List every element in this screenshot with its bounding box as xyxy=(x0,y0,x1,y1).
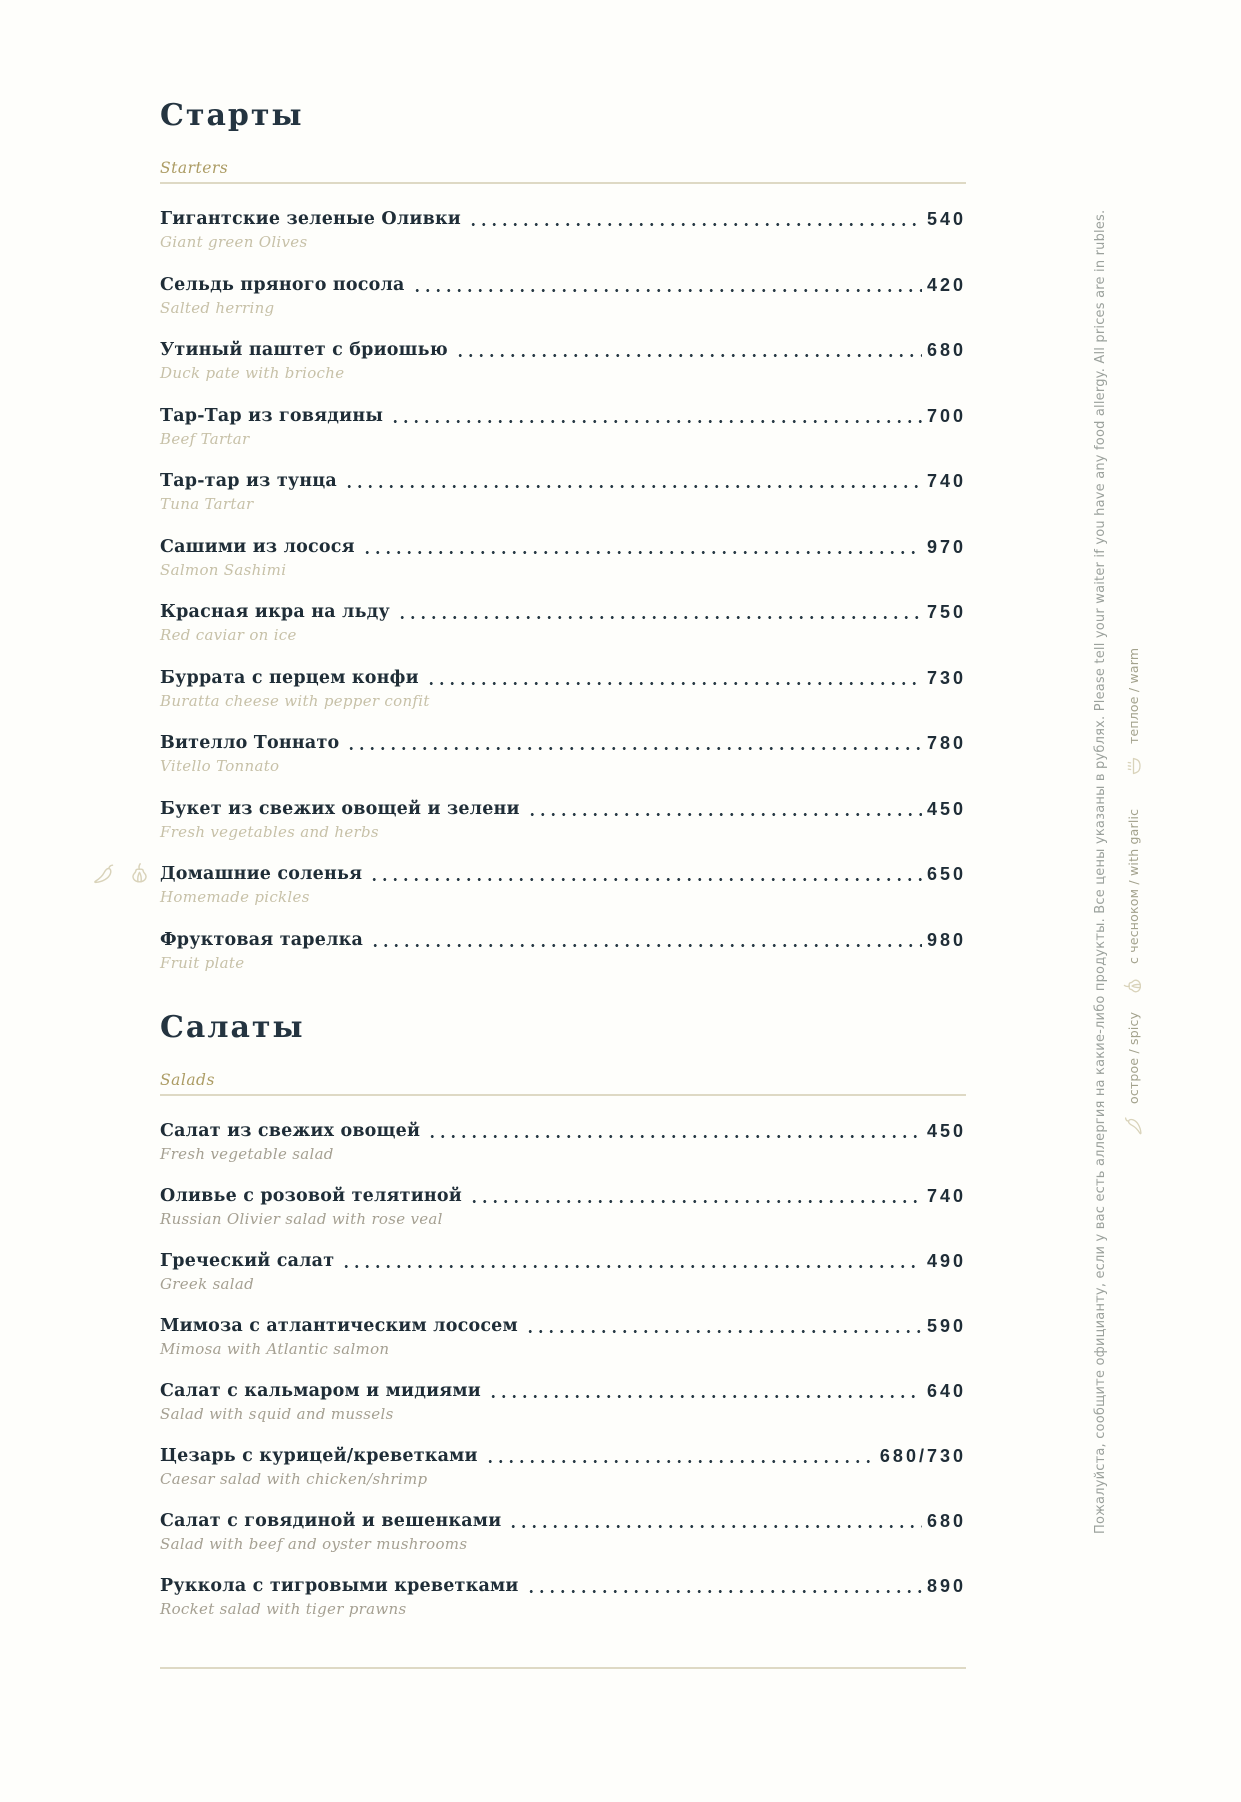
dish-price: 740 xyxy=(926,1186,966,1206)
menu-item-line xyxy=(160,536,966,558)
dish-name-ru: Сельдь пряного посола xyxy=(160,274,405,295)
dot-leader xyxy=(455,353,922,358)
dish-name-en: Salted herring xyxy=(160,298,275,317)
dish-price: 680 xyxy=(926,340,966,360)
dish-name-en: Fresh vegetable salad xyxy=(160,1145,334,1163)
dish-name-ru: Салат из свежих овощей xyxy=(160,1121,421,1141)
section-subtitle-salads: Salads xyxy=(160,1071,215,1089)
dish-price: 700 xyxy=(926,405,966,426)
dish-name-en: Rocket salad with tiger prawns xyxy=(160,1600,407,1618)
section-subtitle-starters: Starters xyxy=(160,159,229,177)
salads-list xyxy=(160,1120,966,1618)
dot-leader xyxy=(341,1264,922,1269)
menu-item xyxy=(160,929,966,972)
dot-leader xyxy=(525,1329,922,1334)
section-salads xyxy=(160,1006,966,1640)
dish-price: 420 xyxy=(926,274,966,295)
dish-name-ru: Гигантские зеленые Оливки xyxy=(160,209,461,229)
garlic-icon xyxy=(1121,974,1145,998)
dish-name-ru: Тар-Тар из говядины xyxy=(160,405,384,426)
dish-name-ru: Греческий салат xyxy=(160,1251,335,1271)
dish-name-en: Mimosa with Atlantic salmon xyxy=(160,1340,390,1358)
dot-leader xyxy=(397,615,922,620)
dot-leader xyxy=(390,419,922,424)
dot-leader xyxy=(488,1394,922,1399)
dish-name-en: Beef Tartar xyxy=(160,429,250,448)
menu-item xyxy=(160,1445,966,1488)
menu-item-line xyxy=(160,1575,966,1597)
menu-item-line xyxy=(160,1185,966,1207)
menu-item xyxy=(160,732,966,775)
dish-name-en: Salad with beef and oyster mushrooms xyxy=(160,1535,468,1553)
dot-leader xyxy=(346,746,922,751)
dish-price: 680 xyxy=(926,1511,966,1531)
dish-name-en: Caesar salad with chicken/shrimp xyxy=(160,1470,428,1488)
warm-dish-icon xyxy=(1121,754,1145,778)
menu-item xyxy=(160,863,966,906)
menu-item xyxy=(160,1510,966,1553)
dish-price: 980 xyxy=(926,929,966,950)
dish-price: 590 xyxy=(926,1316,966,1336)
menu-item-line xyxy=(160,1445,966,1467)
menu-item-line xyxy=(160,1315,966,1337)
menu-item xyxy=(160,536,966,579)
dish-price: 750 xyxy=(926,602,966,622)
legend-spicy xyxy=(1118,1002,1148,1138)
dish-name-en: Tuna Tartar xyxy=(160,495,254,513)
dish-price: 740 xyxy=(926,471,966,491)
menu-item xyxy=(160,798,966,841)
dish-price: 780 xyxy=(926,733,966,753)
dish-badges xyxy=(90,860,153,887)
menu-item-line xyxy=(160,470,966,492)
dish-price: 490 xyxy=(926,1251,966,1271)
menu-item-line xyxy=(160,732,966,754)
dot-leader xyxy=(527,812,922,817)
section-starters xyxy=(160,94,966,994)
dish-name-en: Salmon Sashimi xyxy=(160,560,287,579)
menu-item-line xyxy=(160,1120,966,1142)
menu-item-line xyxy=(160,339,966,361)
bottom-divider xyxy=(160,1667,966,1669)
section-rule-starters xyxy=(160,158,966,184)
menu-item xyxy=(160,1120,966,1163)
dish-name-ru: Красная икра на льду xyxy=(160,602,390,622)
chili-icon xyxy=(1121,1114,1145,1138)
menu-item-line xyxy=(160,863,966,885)
dish-name-en: Russian Olivier salad with rose veal xyxy=(160,1210,443,1228)
dish-name-en: Greek salad xyxy=(160,1275,255,1293)
dish-name-en: Duck pate with brioche xyxy=(160,364,345,382)
dot-leader xyxy=(426,681,922,686)
menu-item-line xyxy=(160,1250,966,1272)
dish-name-ru: Фруктовая тарелка xyxy=(160,929,363,950)
menu-item-line xyxy=(160,601,966,623)
dish-name-ru: Сашими из лосося xyxy=(160,536,355,557)
menu-item-line xyxy=(160,929,966,951)
dot-leader xyxy=(485,1459,875,1464)
dot-leader xyxy=(370,943,922,948)
menu-item xyxy=(160,1380,966,1423)
garlic-icon xyxy=(126,860,153,887)
dot-leader xyxy=(412,288,922,293)
dot-leader xyxy=(508,1524,922,1529)
dish-price: 450 xyxy=(926,798,966,819)
menu-item xyxy=(160,667,966,710)
dot-leader xyxy=(427,1134,922,1139)
menu-item xyxy=(160,1185,966,1228)
dish-name-en: Fresh vegetables and herbs xyxy=(160,822,379,841)
menu-item xyxy=(160,274,966,317)
menu-item-line xyxy=(160,1510,966,1532)
menu-item-line xyxy=(160,1380,966,1402)
menu-item xyxy=(160,405,966,448)
menu-item-line xyxy=(160,798,966,820)
dish-name-ru: Цезарь с курицей/креветками xyxy=(160,1446,478,1466)
allergy-disclaimer: Пожалуйста, сообщите официанту, если у вас есть аллергия на какие-либо продукты. Все цены указаны в рублях. Please tell your waiter if you have any food allergy. All prices are in rubles. xyxy=(1093,209,1108,1534)
starters-list xyxy=(160,208,966,972)
dot-leader xyxy=(369,877,922,882)
section-rule-salads xyxy=(160,1070,966,1096)
dish-name-en: Salad with squid and mussels xyxy=(160,1405,394,1423)
menu-item xyxy=(160,470,966,513)
chili-icon xyxy=(90,860,117,887)
dish-name-ru: Салат с говядиной и вешенками xyxy=(160,1511,502,1531)
dish-name-en: Fruit plate xyxy=(160,953,245,972)
legend-garlic-label: с чесноком / with garlic xyxy=(1125,808,1141,964)
dish-name-ru: Оливье с розовой телятиной xyxy=(160,1186,462,1206)
menu-item-line xyxy=(160,208,966,230)
menu-item xyxy=(160,339,966,382)
menu-item xyxy=(160,1250,966,1293)
dish-name-en: Buratta cheese with pepper confit xyxy=(160,691,430,710)
menu-item xyxy=(160,601,966,644)
dish-name-ru: Руккола с тигровыми креветками xyxy=(160,1576,519,1596)
legend-warm xyxy=(1118,646,1148,778)
dot-leader xyxy=(526,1589,922,1594)
dish-name-ru: Утиный паштет с бриошью xyxy=(160,340,448,360)
dish-name-ru: Салат с кальмаром и мидиями xyxy=(160,1381,481,1401)
legend-spicy-label: острое / spicy xyxy=(1125,1011,1141,1104)
dish-price: 970 xyxy=(926,536,966,557)
dish-name-ru: Мимоза с атлантическим лососем xyxy=(160,1316,518,1336)
dish-name-en: Giant green Olives xyxy=(160,233,308,251)
dish-price: 680/730 xyxy=(879,1446,966,1466)
dish-name-ru: Буррата с перцем конфи xyxy=(160,667,419,688)
dish-price: 730 xyxy=(926,667,966,688)
menu-item xyxy=(160,1575,966,1618)
dot-leader xyxy=(469,1199,922,1204)
section-title-salads: Салаты xyxy=(160,1010,305,1045)
menu-item xyxy=(160,208,966,251)
dot-leader xyxy=(468,222,922,227)
dish-name-ru: Тар-тар из тунца xyxy=(160,471,337,491)
menu-item-line xyxy=(160,274,966,296)
menu-item-line xyxy=(160,667,966,689)
dish-price: 650 xyxy=(926,864,966,884)
dish-name-ru: Вителло Тоннато xyxy=(160,733,340,753)
dish-name-ru: Домашние соленья xyxy=(160,864,363,884)
dish-name-ru: Букет из свежих овощей и зелени xyxy=(160,798,520,819)
dish-price: 540 xyxy=(926,209,966,229)
menu-item-line xyxy=(160,405,966,427)
section-title-starters: Старты xyxy=(160,98,304,133)
dot-leader xyxy=(362,550,922,555)
dish-name-en: Homemade pickles xyxy=(160,888,310,906)
menu-item xyxy=(160,1315,966,1358)
dot-leader xyxy=(344,484,922,489)
dish-price: 640 xyxy=(926,1381,966,1401)
dish-name-en: Vitello Tonnato xyxy=(160,757,280,775)
legend-garlic xyxy=(1118,798,1148,998)
dish-price: 890 xyxy=(926,1576,966,1596)
dish-name-en: Red caviar on ice xyxy=(160,626,297,644)
dish-price: 450 xyxy=(926,1121,966,1141)
legend-warm-label: теплое / warm xyxy=(1125,647,1141,744)
